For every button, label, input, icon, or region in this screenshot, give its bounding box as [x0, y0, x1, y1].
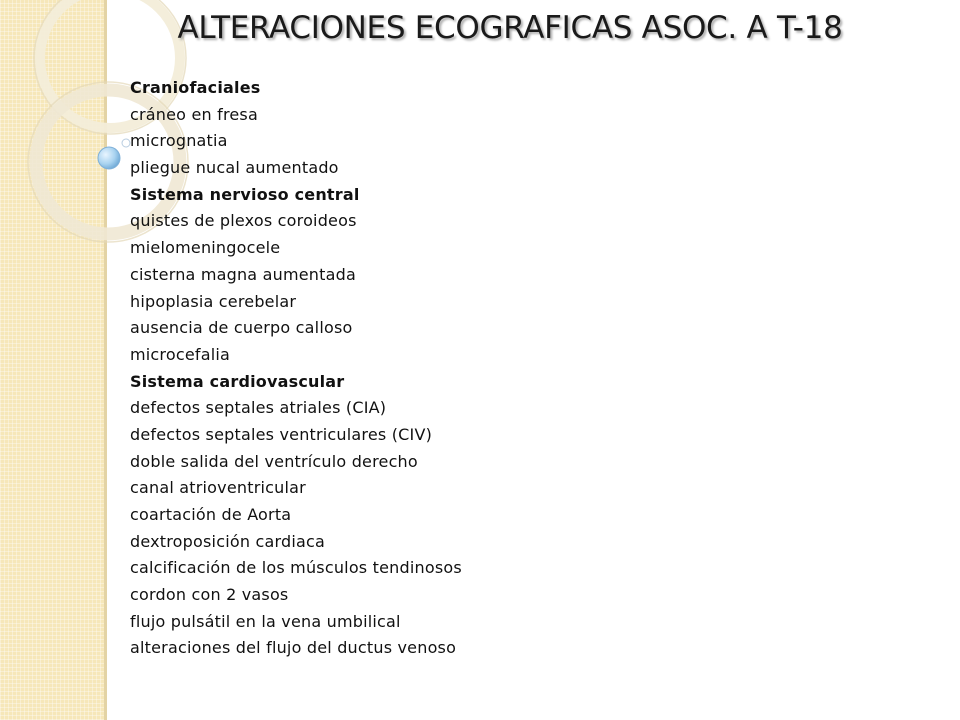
list-item: microcefalia	[130, 344, 231, 364]
list-item: canal atrioventricular	[130, 478, 306, 498]
list-item: alteraciones del flujo del ductus venoso	[130, 638, 457, 658]
list-item: defectos septales atriales (CIA)	[130, 398, 387, 418]
list-item: mielomeningocele	[130, 238, 281, 258]
content-list	[130, 78, 462, 665]
list-item: flujo pulsátil en la vena umbilical	[130, 611, 401, 631]
list-item: quistes de plexos coroideos	[130, 211, 357, 231]
list-item: dextroposición cardiaca	[130, 531, 325, 551]
section-heading: Sistema nervioso central	[130, 184, 360, 204]
small-bubble	[122, 139, 130, 147]
list-item: ausencia de cuerpo calloso	[130, 318, 353, 338]
section-heading: Craniofaciales	[130, 78, 261, 97]
page-title: ALTERACIONES ECOGRAFICAS ASOC. A T-18	[177, 10, 843, 46]
list-item: defectos septales ventriculares (CIV)	[130, 424, 433, 444]
list-item: pliegue nucal aumentado	[130, 158, 339, 178]
list-item: cisterna magna aumentada	[130, 264, 356, 284]
list-item: cordon con 2 vasos	[130, 585, 289, 605]
list-item: hipoplasia cerebelar	[130, 291, 297, 311]
list-item: doble salida del ventrículo derecho	[130, 451, 418, 471]
list-item: micrognatia	[130, 131, 228, 151]
list-item: coartación de Aorta	[130, 505, 292, 524]
list-item: calcificación de los músculos tendinosos	[130, 558, 462, 578]
list-item: cráneo en fresa	[130, 104, 258, 124]
section-heading: Sistema cardiovascular	[130, 371, 345, 391]
blue-bubble	[98, 147, 120, 169]
